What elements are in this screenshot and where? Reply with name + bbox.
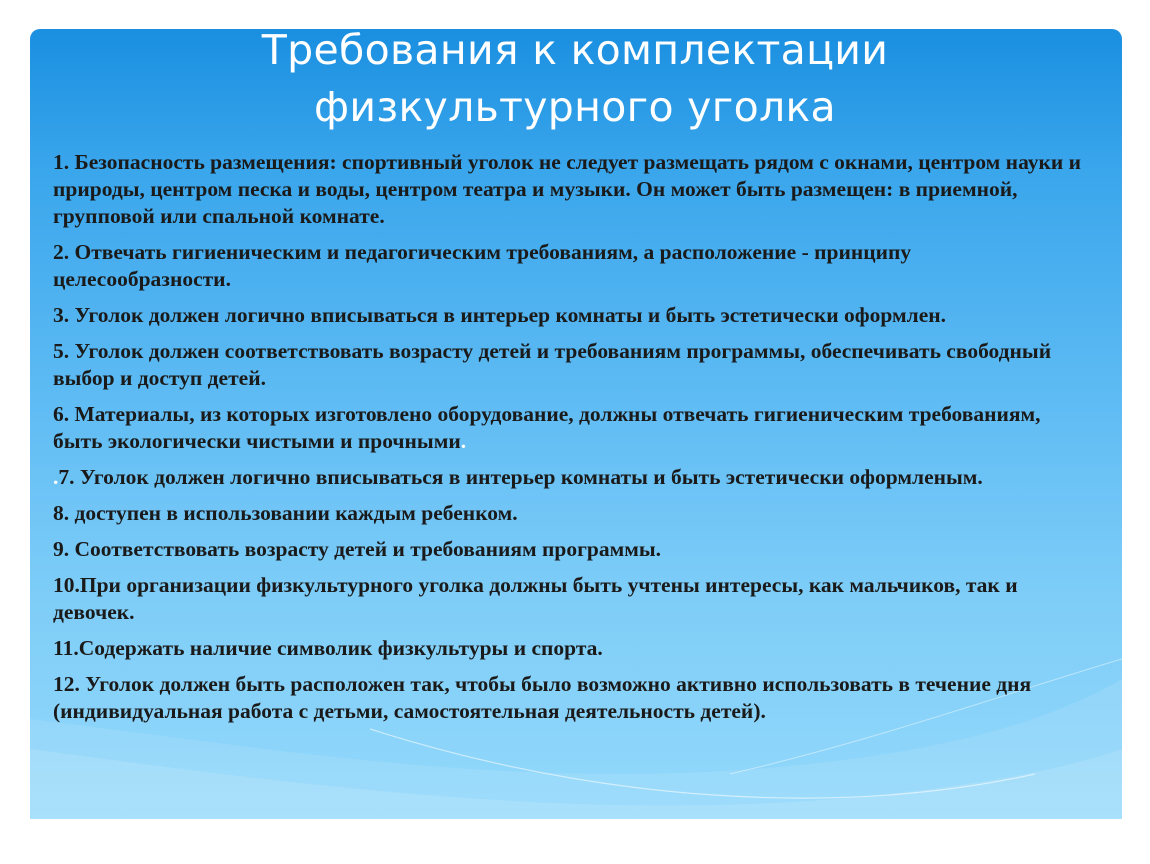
list-item: 5. Уголок должен соответствовать возрасту детей и требованиям программы, обеспечивать свободный выбор и доступ детей. bbox=[53, 339, 1052, 390]
title-line-1: Требования к комплектации bbox=[261, 26, 889, 74]
list-item-6 bbox=[53, 401, 1093, 455]
list-item: 1. Безопасность размещения: спортивный уголок не следует размещать рядом с окнами, центром науки и природы, центром песка и воды, центром театра и музыки. Он может быть размещен: в приемной, групповой или спальной комнате. bbox=[53, 150, 1082, 228]
list-item-text: 6. Материалы, из которых изготовлено оборудование, должны отвечать гигиеническим требованиям, быть экологически чистыми и прочными bbox=[53, 402, 1041, 453]
list-item: 2. Отвечать гигиеническим и педагогическим требованиям, а расположение - принципу целесообразности. bbox=[53, 240, 912, 291]
leading-dot: . bbox=[53, 465, 59, 489]
list-item: 10.При организации физкультурного уголка должны быть учтены интересы, как мальчиков, так и девочек. bbox=[53, 573, 1018, 624]
list-item-7 bbox=[53, 464, 1093, 491]
slide-title bbox=[0, 22, 1150, 136]
title-line-2: физкультурного уголка bbox=[314, 83, 836, 131]
list-item: 11.Содержать наличие символик физкультуры и спорта. bbox=[53, 636, 603, 660]
list-item-text: 7. Уголок должен логично вписываться в интерьер комнаты и быть эстетически оформленым. bbox=[58, 465, 983, 489]
list-item: 12. Уголок должен быть расположен так, чтобы было возможно активно использовать в течение дня (индивидуальная работа с детьми, самостоятельная деятельность детей). bbox=[53, 672, 1032, 723]
trailing-dot: . bbox=[460, 429, 467, 453]
requirements-list bbox=[53, 149, 1093, 734]
list-item: 8. доступен в использовании каждым ребенком. bbox=[53, 501, 518, 525]
list-item: 3. Уголок должен логично вписываться в интерьер комнаты и быть эстетически оформлен. bbox=[53, 303, 946, 327]
list-item: 9. Соответствовать возрасту детей и требованиям программы. bbox=[53, 537, 662, 561]
